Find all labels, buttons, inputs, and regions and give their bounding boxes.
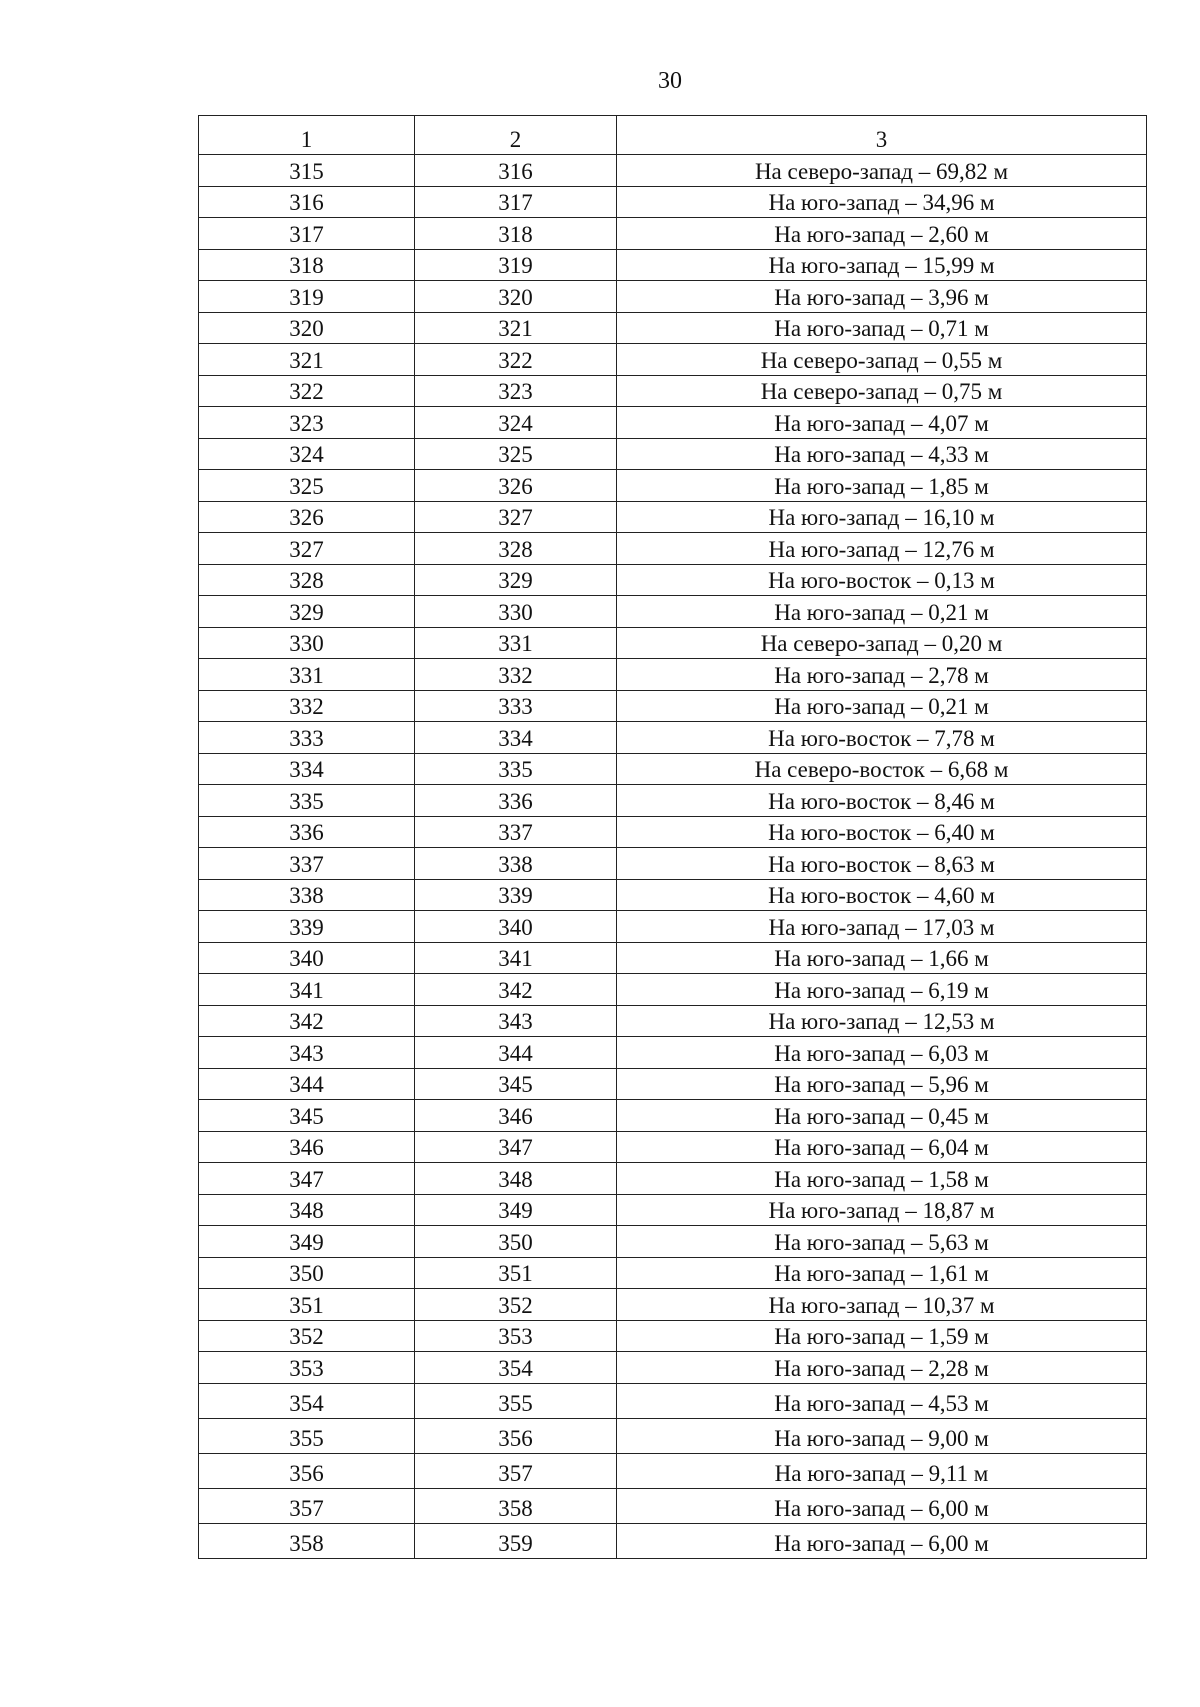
direction-distance-cell: На юго-запад – 6,19 м (617, 974, 1147, 1006)
from-point-cell: 335 (199, 785, 415, 817)
to-point-cell: 359 (415, 1523, 617, 1558)
direction-distance-cell: На юго-запад – 9,00 м (617, 1418, 1147, 1453)
to-point-cell: 334 (415, 722, 617, 754)
direction-distance-cell: На юго-запад – 6,03 м (617, 1037, 1147, 1069)
to-point-cell: 358 (415, 1488, 617, 1523)
table-row (199, 659, 1147, 691)
table-row (199, 407, 1147, 439)
page-number: 30 (658, 68, 682, 94)
table-row (199, 848, 1147, 880)
from-point-cell: 322 (199, 375, 415, 407)
to-point-cell: 352 (415, 1289, 617, 1321)
direction-distance-cell: На юго-запад – 0,45 м (617, 1100, 1147, 1132)
direction-distance-cell: На северо-запад – 69,82 м (617, 155, 1147, 187)
table-row (199, 690, 1147, 722)
from-point-cell: 323 (199, 407, 415, 439)
table-row (199, 470, 1147, 502)
table-row (199, 974, 1147, 1006)
table-row (199, 722, 1147, 754)
table-row (199, 375, 1147, 407)
direction-distance-cell: На юго-запад – 2,28 м (617, 1352, 1147, 1384)
to-point-cell: 316 (415, 155, 617, 187)
direction-distance-cell: На юго-запад – 5,96 м (617, 1068, 1147, 1100)
to-point-cell: 339 (415, 879, 617, 911)
from-point-cell: 334 (199, 753, 415, 785)
from-point-cell: 357 (199, 1488, 415, 1523)
direction-distance-cell: На юго-запад – 1,58 м (617, 1163, 1147, 1195)
from-point-cell: 344 (199, 1068, 415, 1100)
direction-distance-cell: На юго-запад – 2,60 м (617, 218, 1147, 250)
direction-distance-cell: На юго-запад – 1,66 м (617, 942, 1147, 974)
table-row (199, 1488, 1147, 1523)
direction-distance-cell: На юго-запад – 1,85 м (617, 470, 1147, 502)
from-point-cell: 317 (199, 218, 415, 250)
from-point-cell: 333 (199, 722, 415, 754)
direction-distance-cell: На юго-запад – 4,33 м (617, 438, 1147, 470)
direction-distance-cell: На юго-запад – 1,59 м (617, 1320, 1147, 1352)
from-point-cell: 331 (199, 659, 415, 691)
from-point-cell: 352 (199, 1320, 415, 1352)
to-point-cell: 353 (415, 1320, 617, 1352)
to-point-cell: 349 (415, 1194, 617, 1226)
from-point-cell: 342 (199, 1005, 415, 1037)
table-row (199, 564, 1147, 596)
direction-distance-cell: На юго-запад – 0,21 м (617, 596, 1147, 628)
column-header-1: 1 (199, 116, 415, 155)
to-point-cell: 356 (415, 1418, 617, 1453)
from-point-cell: 356 (199, 1453, 415, 1488)
table-row (199, 1289, 1147, 1321)
from-point-cell: 343 (199, 1037, 415, 1069)
table-row (199, 1418, 1147, 1453)
table-row (199, 1100, 1147, 1132)
direction-distance-cell: На юго-запад – 1,61 м (617, 1257, 1147, 1289)
from-point-cell: 346 (199, 1131, 415, 1163)
to-point-cell: 341 (415, 942, 617, 974)
direction-distance-cell: На северо-запад – 0,75 м (617, 375, 1147, 407)
direction-distance-cell: На юго-восток – 7,78 м (617, 722, 1147, 754)
to-point-cell: 318 (415, 218, 617, 250)
from-point-cell: 338 (199, 879, 415, 911)
to-point-cell: 319 (415, 249, 617, 281)
table-row (199, 1005, 1147, 1037)
to-point-cell: 335 (415, 753, 617, 785)
direction-distance-cell: На юго-запад – 0,21 м (617, 690, 1147, 722)
from-point-cell: 328 (199, 564, 415, 596)
from-point-cell: 316 (199, 186, 415, 218)
table-body (199, 155, 1147, 1559)
table-row (199, 501, 1147, 533)
direction-distance-cell: На северо-запад – 0,55 м (617, 344, 1147, 376)
from-point-cell: 315 (199, 155, 415, 187)
direction-distance-cell: На юго-запад – 0,71 м (617, 312, 1147, 344)
to-point-cell: 331 (415, 627, 617, 659)
from-point-cell: 341 (199, 974, 415, 1006)
direction-distance-cell: На юго-запад – 4,53 м (617, 1383, 1147, 1418)
from-point-cell: 349 (199, 1226, 415, 1258)
from-point-cell: 339 (199, 911, 415, 943)
table-row (199, 1131, 1147, 1163)
to-point-cell: 333 (415, 690, 617, 722)
direction-distance-cell: На юго-восток – 8,46 м (617, 785, 1147, 817)
table-row (199, 816, 1147, 848)
table-row (199, 1383, 1147, 1418)
to-point-cell: 324 (415, 407, 617, 439)
direction-distance-cell: На юго-запад – 18,87 м (617, 1194, 1147, 1226)
to-point-cell: 357 (415, 1453, 617, 1488)
from-point-cell: 327 (199, 533, 415, 565)
to-point-cell: 342 (415, 974, 617, 1006)
direction-distance-cell: На юго-восток – 8,63 м (617, 848, 1147, 880)
to-point-cell: 329 (415, 564, 617, 596)
table-row (199, 1226, 1147, 1258)
from-point-cell: 332 (199, 690, 415, 722)
to-point-cell: 354 (415, 1352, 617, 1384)
direction-distance-cell: На юго-восток – 4,60 м (617, 879, 1147, 911)
table-row (199, 1037, 1147, 1069)
from-point-cell: 329 (199, 596, 415, 628)
direction-distance-cell: На юго-запад – 16,10 м (617, 501, 1147, 533)
table-row (199, 438, 1147, 470)
to-point-cell: 323 (415, 375, 617, 407)
table-row (199, 533, 1147, 565)
direction-distance-cell: На юго-запад – 12,76 м (617, 533, 1147, 565)
direction-distance-cell: На юго-запад – 17,03 м (617, 911, 1147, 943)
column-header-3: 3 (617, 116, 1147, 155)
table-row (199, 1523, 1147, 1558)
table-row (199, 312, 1147, 344)
direction-distance-cell: На юго-запад – 9,11 м (617, 1453, 1147, 1488)
table-row (199, 155, 1147, 187)
from-point-cell: 318 (199, 249, 415, 281)
to-point-cell: 317 (415, 186, 617, 218)
direction-distance-cell: На юго-запад – 15,99 м (617, 249, 1147, 281)
from-point-cell: 325 (199, 470, 415, 502)
table-row (199, 218, 1147, 250)
direction-distance-cell: На юго-восток – 6,40 м (617, 816, 1147, 848)
direction-distance-cell: На юго-запад – 6,00 м (617, 1488, 1147, 1523)
direction-distance-cell: На юго-запад – 10,37 м (617, 1289, 1147, 1321)
to-point-cell: 340 (415, 911, 617, 943)
table-row (199, 1453, 1147, 1488)
from-point-cell: 354 (199, 1383, 415, 1418)
to-point-cell: 343 (415, 1005, 617, 1037)
table-row (199, 1352, 1147, 1384)
from-point-cell: 321 (199, 344, 415, 376)
table-row (199, 249, 1147, 281)
from-point-cell: 345 (199, 1100, 415, 1132)
to-point-cell: 336 (415, 785, 617, 817)
to-point-cell: 330 (415, 596, 617, 628)
from-point-cell: 348 (199, 1194, 415, 1226)
direction-distance-cell: На юго-запад – 12,53 м (617, 1005, 1147, 1037)
to-point-cell: 346 (415, 1100, 617, 1132)
table-row (199, 879, 1147, 911)
table-row (199, 281, 1147, 313)
table-header-row (199, 116, 1147, 155)
from-point-cell: 340 (199, 942, 415, 974)
to-point-cell: 338 (415, 848, 617, 880)
boundary-table (198, 115, 1147, 1559)
table-row (199, 596, 1147, 628)
to-point-cell: 322 (415, 344, 617, 376)
table-row (199, 1194, 1147, 1226)
table-row (199, 911, 1147, 943)
direction-distance-cell: На северо-запад – 0,20 м (617, 627, 1147, 659)
from-point-cell: 324 (199, 438, 415, 470)
direction-distance-cell: На юго-запад – 6,04 м (617, 1131, 1147, 1163)
to-point-cell: 351 (415, 1257, 617, 1289)
table-row (199, 186, 1147, 218)
to-point-cell: 327 (415, 501, 617, 533)
to-point-cell: 344 (415, 1037, 617, 1069)
from-point-cell: 355 (199, 1418, 415, 1453)
table-row (199, 627, 1147, 659)
to-point-cell: 348 (415, 1163, 617, 1195)
to-point-cell: 355 (415, 1383, 617, 1418)
to-point-cell: 345 (415, 1068, 617, 1100)
from-point-cell: 320 (199, 312, 415, 344)
table-row (199, 1320, 1147, 1352)
direction-distance-cell: На юго-запад – 34,96 м (617, 186, 1147, 218)
direction-distance-cell: На северо-восток – 6,68 м (617, 753, 1147, 785)
to-point-cell: 321 (415, 312, 617, 344)
direction-distance-cell: На юго-запад – 3,96 м (617, 281, 1147, 313)
table-row (199, 942, 1147, 974)
from-point-cell: 336 (199, 816, 415, 848)
to-point-cell: 325 (415, 438, 617, 470)
to-point-cell: 337 (415, 816, 617, 848)
to-point-cell: 328 (415, 533, 617, 565)
from-point-cell: 347 (199, 1163, 415, 1195)
direction-distance-cell: На юго-запад – 4,07 м (617, 407, 1147, 439)
from-point-cell: 351 (199, 1289, 415, 1321)
from-point-cell: 326 (199, 501, 415, 533)
to-point-cell: 350 (415, 1226, 617, 1258)
to-point-cell: 320 (415, 281, 617, 313)
direction-distance-cell: На юго-запад – 6,00 м (617, 1523, 1147, 1558)
from-point-cell: 330 (199, 627, 415, 659)
table-row (199, 753, 1147, 785)
table-row (199, 785, 1147, 817)
from-point-cell: 350 (199, 1257, 415, 1289)
table-row (199, 1068, 1147, 1100)
table-row (199, 1163, 1147, 1195)
column-header-2: 2 (415, 116, 617, 155)
direction-distance-cell: На юго-запад – 5,63 м (617, 1226, 1147, 1258)
from-point-cell: 337 (199, 848, 415, 880)
direction-distance-cell: На юго-восток – 0,13 м (617, 564, 1147, 596)
from-point-cell: 353 (199, 1352, 415, 1384)
from-point-cell: 319 (199, 281, 415, 313)
table-row (199, 344, 1147, 376)
direction-distance-cell: На юго-запад – 2,78 м (617, 659, 1147, 691)
from-point-cell: 358 (199, 1523, 415, 1558)
to-point-cell: 332 (415, 659, 617, 691)
table-row (199, 1257, 1147, 1289)
to-point-cell: 326 (415, 470, 617, 502)
to-point-cell: 347 (415, 1131, 617, 1163)
